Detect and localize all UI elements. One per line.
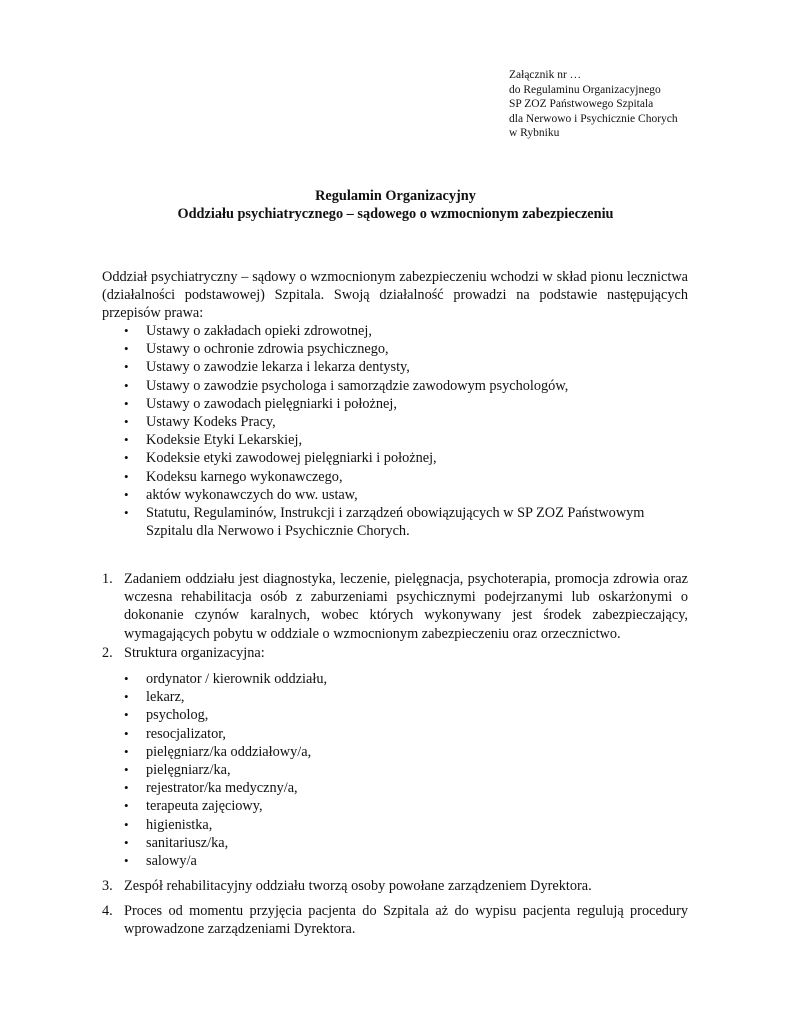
list-item-text: terapeuta zajęciowy, [146,798,263,815]
intro-paragraph: Oddział psychiatryczny – sądowy o wzmocnionym zabezpieczeniu wchodzi w skład pionu lecznictwa (działalności podstawowej) Szpitala. Swoją działalność prowadzi na podstawie następujących przepisów prawa: [102,269,688,322]
list-item-text: aktów wykonawczych do ww. ustaw, [146,486,358,503]
bullet-icon: • [124,395,129,411]
list-item [124,761,524,779]
attachment-line: w Rybniku [509,127,560,140]
list-item [124,670,524,688]
list-item-text: Kodeksie Etyki Lekarskiej, [146,432,303,449]
list-item [124,395,690,413]
list-item [124,468,690,486]
bullet-icon: • [124,780,129,796]
list-item-text: pielęgniarz/ka, [146,762,231,779]
item-text: Struktura organizacyjna: [124,645,265,661]
list-item [124,431,690,449]
list-item-text: higienistka, [146,816,213,833]
bullet-icon: • [124,432,129,448]
item-number: 3. [102,878,113,894]
list-item-text: Ustawy o zawodzie lekarza i lekarza dentysty, [146,359,410,376]
list-item [124,340,690,358]
list-item [124,743,524,761]
item-text: Zadaniem oddziału jest diagnostyka, leczenie, pielęgnacja, psychoterapia, promocja zdrowia oraz wczesna rehabilitacja osób z zaburzeniami psychicznymi podejrzanymi lub oskarżonymi o dokonanie czynów karalnych, wobec których wykonywany jest środek zabezpieczający, wymagających pobytu w oddziale o wzmocnionym zabezpieczeniu oraz orzecznictwo. [124,571,688,642]
bullet-icon: • [124,505,129,521]
numbered-item-procedures [102,902,688,938]
numbered-item-structure [102,644,688,662]
list-item [124,797,524,815]
list-item-text: Ustawy Kodeks Pracy, [146,414,276,431]
list-item [124,413,690,431]
numbered-item-rehab-team [102,877,688,895]
bullet-icon: • [124,725,129,741]
bullet-icon: • [124,359,129,375]
list-item [124,377,690,395]
item-text: Zespół rehabilitacyjny oddziału tworzą osoby powołane zarządzeniem Dyrektora. [124,878,592,894]
list-item-text: Ustawy o ochronie zdrowia psychicznego, [146,341,389,358]
list-item [124,504,690,540]
bullet-icon: • [124,798,129,814]
list-item-text: Statutu, Regulaminów, Instrukcji i zarządzeń obowiązujących w SP ZOZ Państwowym Szpitalu dla Nerwowo i Psychicznie Chorych. [146,505,645,540]
list-item-text: psycholog, [146,707,209,724]
list-item-text: ordynator / kierownik oddziału, [146,671,328,687]
bullet-icon: • [124,743,129,759]
bullet-icon: • [124,816,129,832]
list-item [124,779,524,797]
list-item [124,725,524,743]
list-item [124,834,524,852]
attachment-line: Załącznik nr … [509,69,582,81]
bullet-icon: • [124,689,129,705]
bullet-icon: • [124,377,129,393]
list-item [124,706,524,724]
bullet-icon: • [124,707,129,723]
bullet-icon: • [124,762,129,778]
list-item-text: sanitariusz/ka, [146,834,229,851]
list-item [124,358,690,376]
list-item-text: salowy/a [146,853,197,870]
list-item [124,852,524,870]
item-number: 2. [102,645,113,661]
attachment-line: do Regulaminu Organizacyjnego [509,83,661,96]
item-number: 1. [102,571,113,587]
list-item [124,486,690,504]
list-item [124,449,690,467]
item-text: Proces od momentu przyjęcia pacjenta do Szpitala aż do wypisu pacjenta regulują procedury wprowadzone zarządzeniami Dyrektora. [124,903,688,938]
list-item-text: lekarz, [146,689,185,706]
attachment-line: dla Nerwowo i Psychicznie Chorych [509,112,678,125]
list-item [124,688,524,706]
bullet-icon: • [124,468,129,484]
list-item-text: pielęgniarz/ka oddziałowy/a, [146,743,312,760]
bullet-icon: • [124,853,129,869]
list-item-text: Ustawy o zawodach pielęgniarki i położnej, [146,395,397,412]
org-structure-list [124,670,524,870]
document-subtitle: Oddziału psychiatrycznego – sądowego o wzmocnionym zabezpieczeniu [177,206,614,222]
list-item-text: resocjalizator, [146,725,227,742]
list-item-text: Kodeksie etyki zawodowej pielęgniarki i położnej, [146,450,437,467]
attachment-line: SP ZOZ Państwowego Szpitala [509,98,654,111]
list-item-text: Kodeksu karnego wykonawczego, [146,468,343,485]
list-item-text: Ustawy o zakładach opieki zdrowotnej, [146,323,372,339]
bullet-icon: • [124,450,129,466]
attachment-note [509,68,678,141]
bullet-icon: • [124,834,129,850]
list-item-text: Ustawy o zawodzie psychologa i samorządzie zawodowym psychologów, [146,377,569,394]
list-item [124,322,690,340]
numbered-item-tasks [102,570,688,643]
bullet-icon: • [124,341,129,357]
bullet-icon: • [124,414,129,430]
bullet-icon: • [124,323,129,338]
bullet-icon: • [124,486,129,502]
list-item [124,816,524,834]
list-item-text: rejestrator/ka medyczny/a, [146,780,298,797]
document-title: Regulamin Organizacyjny [315,188,476,204]
item-number: 4. [102,903,113,919]
legal-basis-list [124,322,690,540]
bullet-icon: • [124,671,129,686]
